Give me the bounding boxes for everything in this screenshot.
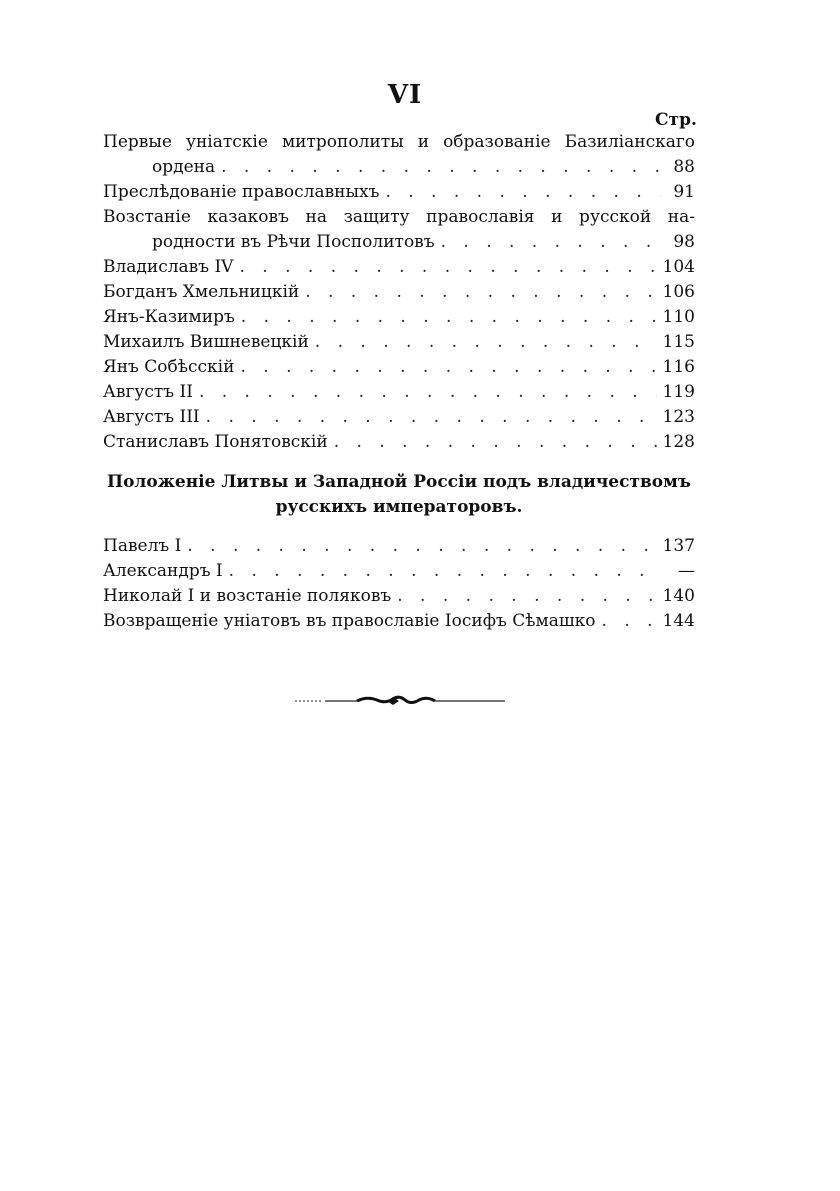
toc-entry-page: 119 [662, 382, 695, 402]
toc-entry-page: 128 [662, 432, 695, 452]
dot-leader [441, 230, 661, 255]
toc-entry-title: Янъ-Казимиръ [103, 307, 235, 327]
page-number: VI [387, 80, 423, 110]
toc-entry-page: 123 [662, 407, 695, 427]
toc-entry-title: Августъ III [103, 407, 200, 427]
toc-entry-page: 98 [673, 232, 695, 252]
toc-entry-title: Николай I и возстаніе поляковъ [103, 586, 392, 606]
dot-leader [241, 305, 657, 330]
dot-leader [229, 559, 661, 584]
dot-leader [221, 155, 661, 180]
toc-entry-page: 140 [662, 586, 695, 606]
dot-leader [315, 330, 657, 355]
toc-entry-page: 110 [662, 307, 695, 327]
toc-entry-title-line2: ордена [152, 157, 216, 177]
toc-entry-page: 91 [673, 182, 695, 202]
dot-leader [305, 280, 656, 305]
dot-leader [385, 180, 661, 205]
toc-entry-cossack-uprising[interactable] [103, 205, 695, 255]
toc-entry-stanislav-poniatowski[interactable] [103, 430, 695, 455]
toc-entry-jan-kazimierz[interactable] [103, 305, 695, 330]
toc-entry-page: 88 [673, 157, 695, 177]
toc-entry-page: 144 [662, 611, 695, 631]
toc-entry-nicholas-i[interactable] [103, 584, 695, 609]
section-heading-line2: русскихъ императоровъ. [275, 497, 523, 517]
toc-entry-jan-sobieski[interactable] [103, 355, 695, 380]
dot-leader [206, 405, 657, 430]
toc-entry-title: Владиславъ IV [103, 257, 234, 277]
toc-entry-title: Богданъ Хмельницкій [103, 282, 300, 302]
toc-entry-page: — [678, 561, 695, 581]
toc-entry-page: 116 [662, 357, 695, 377]
toc-entry-page: 106 [662, 282, 695, 302]
toc-entry-page: 137 [662, 536, 695, 556]
table-of-contents-part-1 [103, 130, 695, 455]
decorative-ornament [295, 694, 505, 708]
section-heading [103, 470, 695, 520]
toc-entry-mikhail-vishnevetsky[interactable] [103, 330, 695, 355]
toc-entry-title: Станиславъ Понятовскій [103, 432, 328, 452]
toc-entry-title-line1: Первые уніатскіе митрополиты и образованіе Базиліанскаго [103, 132, 695, 152]
toc-entry-august-ii[interactable] [103, 380, 695, 405]
toc-entry-title-line2: родности въ Рѣчи Посполитовъ [152, 232, 435, 252]
page-column-header: Стр. [655, 110, 697, 130]
toc-entry-august-iii[interactable] [103, 405, 695, 430]
toc-entry-bogdan-khmelnitsky[interactable] [103, 280, 695, 305]
toc-entry-pavel-i[interactable] [103, 534, 695, 559]
dot-leader [602, 609, 657, 634]
toc-entry-basilian-order[interactable] [103, 130, 695, 180]
dot-leader [334, 430, 657, 455]
toc-entry-page: 104 [662, 257, 695, 277]
toc-entry-title: Преслѣдованіе православныхъ [103, 182, 380, 202]
toc-entry-uniates-return[interactable] [103, 609, 695, 634]
toc-entry-persecution[interactable] [103, 180, 695, 205]
toc-entry-vladislav-iv[interactable] [103, 255, 695, 280]
dot-leader [199, 380, 657, 405]
dot-leader [239, 255, 656, 280]
toc-entry-title: Павелъ I [103, 536, 182, 556]
toc-entry-title: Августъ II [103, 382, 193, 402]
toc-entry-title: Михаилъ Вишневецкій [103, 332, 309, 352]
toc-entry-title: Александръ I [103, 561, 223, 581]
toc-entry-alexander-i[interactable] [103, 559, 695, 584]
toc-entry-title: Возвращеніе уніатовъ въ православіе Іосифъ Сѣмашко [103, 611, 596, 631]
toc-entry-page: 115 [662, 332, 695, 352]
dot-leader [187, 534, 656, 559]
toc-entry-title: Янъ Собѣсскій [103, 357, 235, 377]
section-heading-line1: Положеніе Литвы и Западной Россіи подъ владичествомъ [107, 472, 691, 492]
dot-leader [240, 355, 656, 380]
dot-leader [397, 584, 656, 609]
table-of-contents-part-2 [103, 534, 695, 634]
toc-entry-title-line1: Возстаніе казаковъ на защиту православія и русской на- [103, 207, 695, 227]
